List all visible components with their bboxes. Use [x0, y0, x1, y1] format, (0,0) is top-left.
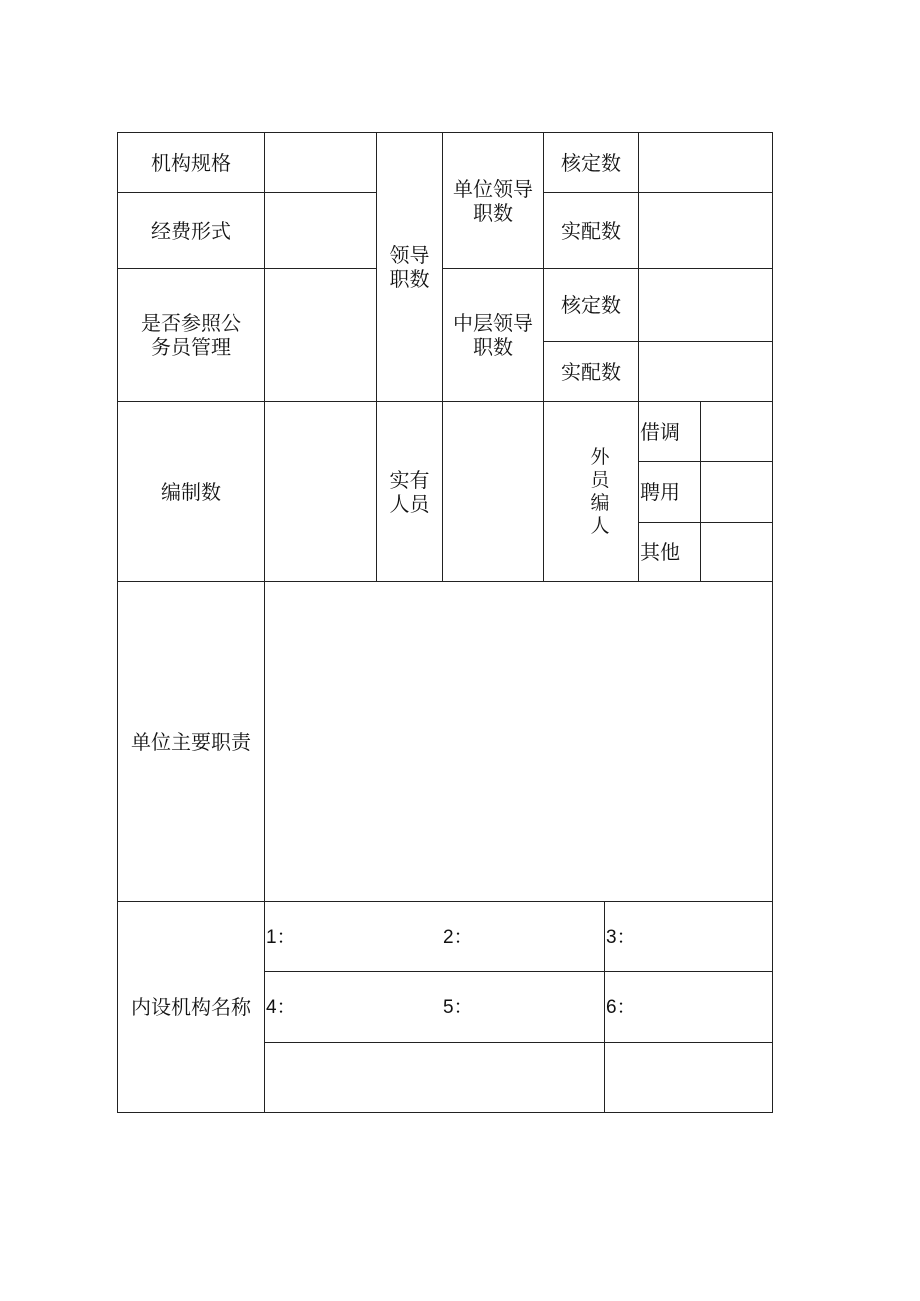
slot-6-field[interactable] [630, 972, 772, 1042]
jigou-guige-label: 机构规格 [151, 150, 231, 175]
border-right [772, 132, 773, 1113]
shipei-shu-1-field[interactable] [639, 193, 772, 268]
bianwai-renyuan-label: 外员编人 [590, 445, 610, 537]
jingfei-xingshi-label: 经费形式 [151, 218, 231, 243]
jingfei-xingshi-field[interactable] [265, 193, 376, 268]
danwei-zhuyao-zhize-field[interactable] [265, 582, 772, 901]
heding-shu-2-field[interactable] [639, 269, 772, 341]
slot-2-label: 2： [443, 927, 473, 948]
border-bottom [117, 1112, 773, 1113]
pinyong-field[interactable] [701, 462, 772, 522]
slot-1-label: 1： [266, 927, 296, 948]
neishe-jigou-mingcheng-label: 内设机构名称 [131, 995, 251, 1019]
slot-3-field[interactable] [630, 902, 772, 971]
jigou-guige-field[interactable] [265, 133, 376, 192]
qita-label: 其他 [640, 540, 680, 564]
slot-row-2-field[interactable] [290, 972, 603, 1042]
slot-3-label: 3： [606, 927, 636, 948]
shipei-shu-2-label: 实配数 [561, 359, 621, 384]
danwei-lingdao-zhishu-label: 单位领导职数 [453, 176, 533, 225]
pinyong-label: 聘用 [640, 480, 680, 504]
heding-shu-1-field[interactable] [639, 133, 772, 192]
canzhao-gongwuyuan-field[interactable] [265, 269, 376, 401]
lingdao-zhishu-label: 领导职数 [389, 243, 430, 291]
shipei-shu-1-label: 实配数 [561, 218, 621, 243]
slot-row-1-field[interactable] [290, 902, 603, 971]
shiyou-renyuan-label: 实有人员 [389, 467, 430, 516]
qita-field[interactable] [701, 523, 772, 581]
shiyou-renyuan-field[interactable] [443, 402, 543, 581]
danwei-zhuyao-zhize-label: 单位主要职责 [131, 729, 251, 754]
jiediao-field[interactable] [701, 402, 772, 461]
zhongceng-lingdao-zhishu-label: 中层领导职数 [453, 311, 533, 359]
heding-shu-2-label: 核定数 [561, 293, 621, 317]
slot-row-3-right-field[interactable] [605, 1043, 772, 1112]
shipei-shu-2-field[interactable] [639, 342, 772, 401]
slot-4-label: 4： [266, 997, 296, 1018]
jiediao-label: 借调 [640, 419, 680, 444]
canzhao-gongwuyuan-label: 是否参照公务员管理 [141, 311, 241, 359]
heding-shu-1-label: 核定数 [561, 150, 621, 175]
slot-5-label: 5： [443, 997, 473, 1018]
slot-6-label: 6： [606, 997, 636, 1018]
bianzhi-shu-field[interactable] [265, 402, 376, 581]
bianzhi-shu-label: 编制数 [161, 479, 221, 504]
slot-row-3-left-field[interactable] [265, 1043, 603, 1112]
